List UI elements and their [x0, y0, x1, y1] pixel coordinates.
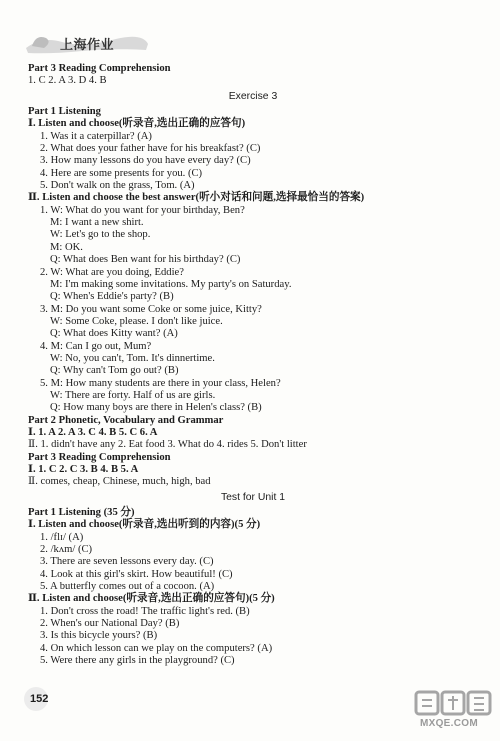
answer-line: W: There are forty. Half of us are girls.: [50, 389, 216, 401]
answer-line: 1. /flɪ/ (A): [40, 531, 84, 543]
section-heading-line: Part 2 Phonetic, Vocabulary and Grammar: [28, 414, 224, 426]
answer-line: 2. /kʌm/ (C): [40, 544, 93, 556]
watermark-logo: [412, 688, 494, 734]
section-heading-line: Ⅰ. Listen and choose(听录音,选出正确的应答句): [28, 118, 246, 130]
answer-line: W: Some Coke, please. I don't like juice.: [50, 315, 223, 327]
section-heading-line: Ⅱ. Listen and choose the best answer(听小对话和问题,选择最恰当的答案): [28, 192, 365, 204]
answer-line: 3. M: Do you want some Coke or some juice, Kitty?: [40, 303, 262, 315]
watermark-url: MXQE.COM: [420, 718, 478, 729]
answer-line: Ⅱ. comes, cheap, Chinese, much, high, bad: [28, 476, 211, 488]
answer-line: 5. A butterfly comes out of a cocoon. (A): [40, 581, 215, 593]
answer-line: 1. C 2. A 3. D 4. B: [28, 75, 107, 87]
answer-line: 3. Is this bicycle yours? (B): [40, 630, 158, 642]
answer-line: Q: How many boys are there in Helen's class? (B): [50, 402, 262, 414]
header-logo-text: 上海作业: [60, 38, 115, 53]
section-heading-line: Ⅰ. 1. A 2. A 3. C 4. B 5. C 6. A: [28, 426, 158, 438]
answer-line: 5. Don't walk on the grass, Tom. (A): [40, 180, 195, 192]
answer-line: 4. M: Can I go out, Mum?: [40, 340, 152, 352]
exercise-title: Test for Unit 1: [220, 491, 286, 503]
answer-line: Q: What does Ben want for his birthday? (C): [50, 254, 241, 266]
answer-line: M: I want a new shirt.: [50, 217, 144, 229]
answer-line: 1. Don't cross the road! The traffic light's red. (B): [40, 605, 250, 617]
answer-line: 5. Were there any girls in the playground? (C): [40, 655, 235, 667]
exercise-title: Exercise 3: [228, 90, 278, 102]
answer-line: 2. W: What are you doing, Eddie?: [40, 266, 184, 278]
answer-line: 5. M: How many students are there in your class, Helen?: [40, 377, 281, 389]
answer-line: 4. Look at this girl's skirt. How beautiful! (C): [40, 568, 233, 580]
answer-line: M: OK.: [50, 241, 83, 253]
answer-line: Ⅱ. 1. didn't have any 2. Eat food 3. What do 4. rides 5. Don't litter: [28, 439, 307, 451]
answer-line: M: I'm making some invitations. My party's on Saturday.: [50, 278, 292, 290]
section-heading-line: Part 3 Reading Comprehension: [28, 451, 171, 463]
section-heading-line: Part 1 Listening: [28, 106, 101, 118]
answer-key-content: [28, 63, 478, 668]
answer-line: W: Let's go to the shop.: [50, 229, 151, 241]
section-heading-line: Ⅰ. 1. C 2. C 3. B 4. B 5. A: [28, 464, 139, 475]
answer-line: Q: What does Kitty want? (A): [50, 328, 178, 340]
answer-line: 4. Here are some presents for you. (C): [40, 167, 203, 179]
answer-line: 4. On which lesson can we play on the computers? (A): [40, 642, 273, 654]
answer-line: 1. W: What do you want for your birthday, Ben?: [40, 204, 245, 216]
answer-line: Q: When's Eddie's party? (B): [50, 291, 174, 303]
section-heading-line: Part 3 Reading Comprehension: [28, 63, 171, 74]
answer-line: W: No, you can't, Tom. It's dinnertime.: [50, 352, 215, 364]
header-logo: [22, 26, 152, 60]
watermark-glyph-icon: [412, 688, 494, 718]
answer-line: 2. What does your father have for his breakfast? (C): [40, 143, 261, 155]
section-heading-line: Part 1 Listening (35 分): [28, 507, 135, 519]
section-heading-line: Ⅱ. Listen and choose(听录音,选出正确的应答句)(5 分): [28, 593, 275, 605]
answer-line: 1. Was it a caterpillar? (A): [40, 130, 152, 142]
answer-line: 3. How many lessons do you have every day? (C): [40, 155, 251, 167]
answer-line: 3. There are seven lessons every day. (C): [40, 556, 214, 568]
answer-line: Q: Why can't Tom go out? (B): [50, 365, 179, 377]
section-heading-line: Ⅰ. Listen and choose(听录音,选出听到的内容)(5 分): [28, 519, 261, 531]
answer-line: 2. When's our National Day? (B): [40, 618, 180, 630]
page-number: 152: [30, 693, 49, 705]
